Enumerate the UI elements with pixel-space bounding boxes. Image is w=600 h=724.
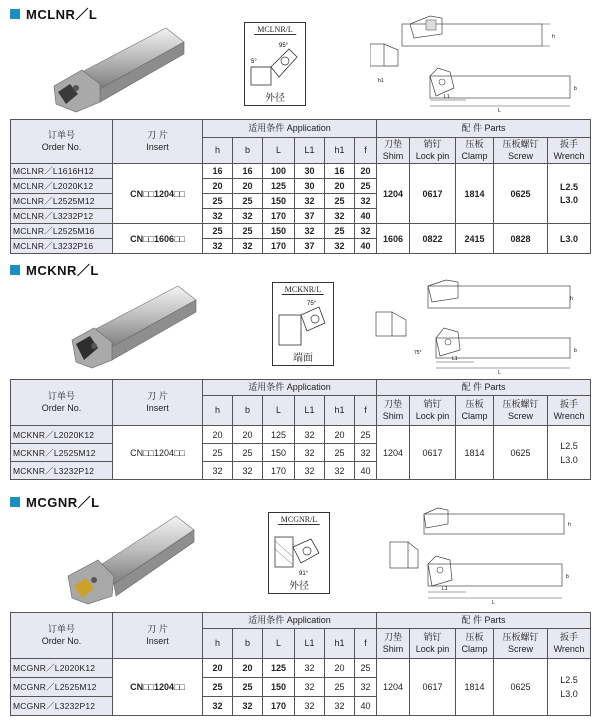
wrench-cell: L2.5 L3.0 [548, 659, 591, 716]
header-parts: 配 件 Parts [377, 613, 591, 629]
shim-cell: 1204 [377, 426, 410, 480]
cell-L: 125 [263, 426, 295, 444]
cell-L: 150 [263, 678, 295, 697]
table-row [11, 659, 591, 678]
cell-h1: 32 [325, 209, 355, 224]
order-code: MCLNR／L2525M16 [11, 224, 113, 239]
header-col-b: b [233, 396, 263, 426]
cell-b: 25 [233, 444, 263, 462]
order-code: MCLNR／L2020K12 [11, 179, 113, 194]
cell-L1: 32 [295, 659, 325, 678]
order-code: MCKNR／L2020K12 [11, 426, 113, 444]
cell-f: 32 [355, 444, 377, 462]
cell-L1: 37 [295, 209, 325, 224]
angle-label: 75° [307, 301, 317, 307]
wrench-cell: L2.5 L3.0 [548, 164, 591, 224]
section-title: MCKNR／L [26, 263, 99, 278]
dim-label: h [552, 34, 555, 40]
cell-h: 32 [203, 462, 233, 480]
shim-cell: 1204 [377, 164, 410, 224]
wrench-cell: L3.0 [548, 224, 591, 254]
cell-b: 25 [233, 194, 263, 209]
screw-cell: 0828 [494, 224, 548, 254]
screw-cell: 0625 [494, 659, 548, 716]
lockpin-cell: 0617 [410, 426, 456, 480]
cell-h1: 25 [325, 224, 355, 239]
header-insert: 刀 片 Insert [113, 380, 203, 426]
cutting-geometry-icon [277, 297, 329, 349]
schematic-mclnr [244, 22, 306, 106]
cell-L: 170 [263, 209, 295, 224]
schematic-caption: 外径 [289, 581, 309, 592]
header-col-L1: L1 [295, 629, 325, 659]
screw-cell: 0625 [494, 164, 548, 224]
header-application: 适用条件 Application [203, 120, 377, 138]
tool-photo-mcknr [62, 274, 208, 374]
cell-f: 25 [355, 659, 377, 678]
spec-table-mclnr [10, 119, 591, 254]
cell-f: 40 [355, 697, 377, 716]
header-col-L1: L1 [295, 138, 325, 164]
cell-f: 25 [355, 426, 377, 444]
cell-b: 32 [233, 697, 263, 716]
angle-label: 5° [251, 59, 257, 65]
header-clamp: 压板 Clamp [456, 138, 494, 164]
section-title: MCGNR／L [26, 495, 100, 510]
section-title: MCLNR／L [26, 7, 98, 22]
cell-h: 25 [203, 194, 233, 209]
header-col-h: h [203, 396, 233, 426]
dim-label: b [566, 574, 569, 580]
header-shim: 刀垫 Shim [377, 138, 410, 164]
header-lockpin: 销钉 Lock pin [410, 396, 456, 426]
header-col-b: b [233, 138, 263, 164]
order-code: MCLNR／L3232P16 [11, 239, 113, 254]
cell-h: 16 [203, 164, 233, 179]
cell-L: 125 [263, 659, 295, 678]
cell-f: 40 [355, 462, 377, 480]
header-lockpin: 销钉 Lock pin [410, 138, 456, 164]
header-col-L: L [263, 629, 295, 659]
tool-photo-mcgnr [56, 506, 206, 606]
header-col-L: L [263, 138, 295, 164]
header-col-h: h [203, 629, 233, 659]
cell-L1: 32 [295, 462, 325, 480]
header-screw: 压板螺钉 Screw [494, 138, 548, 164]
section-marker-icon [10, 497, 20, 507]
header-col-b: b [233, 629, 263, 659]
cell-h1: 25 [325, 194, 355, 209]
cutting-geometry-icon [273, 527, 325, 579]
cell-L: 170 [263, 697, 295, 716]
cell-b: 20 [233, 426, 263, 444]
cell-h: 25 [203, 224, 233, 239]
dim-label: b [574, 348, 577, 354]
cell-h1: 32 [325, 462, 355, 480]
dim-label: L [498, 108, 501, 114]
shim-cell: 1606 [377, 224, 410, 254]
header-col-L1: L1 [295, 396, 325, 426]
schematic-mcgnr [268, 512, 330, 594]
angle-label: 91° [299, 571, 309, 577]
cell-h1: 25 [325, 444, 355, 462]
cell-h: 20 [203, 659, 233, 678]
cutting-geometry-icon [249, 37, 301, 89]
angle-label: 95° [279, 43, 289, 49]
cell-h1: 20 [325, 179, 355, 194]
cell-h1: 32 [325, 239, 355, 254]
schematic-label: MCLNR/L [254, 25, 296, 35]
cell-L: 150 [263, 444, 295, 462]
insert-cell: CN□□1204□□ [113, 659, 203, 716]
dim-label: b [574, 86, 577, 92]
cell-b: 32 [233, 209, 263, 224]
table-row [11, 224, 591, 239]
cell-L1: 32 [295, 426, 325, 444]
schematic-caption: 外径 [265, 93, 285, 104]
cell-L: 170 [263, 462, 295, 480]
header-shim: 刀垫 Shim [377, 396, 410, 426]
cell-L: 170 [263, 239, 295, 254]
section-marker-icon [10, 9, 20, 19]
header-order: 订单号 Order No. [11, 120, 113, 164]
clamp-cell: 1814 [456, 164, 494, 224]
cell-h1: 16 [325, 164, 355, 179]
spec-table-mcgnr [10, 612, 591, 716]
cell-L1: 32 [295, 444, 325, 462]
cell-h: 32 [203, 209, 233, 224]
cell-f: 20 [355, 164, 377, 179]
cell-L1: 30 [295, 179, 325, 194]
header-parts: 配 件 Parts [377, 120, 591, 138]
cell-b: 16 [233, 164, 263, 179]
cell-L1: 32 [295, 224, 325, 239]
wrench-cell: L2.5 L3.0 [548, 426, 591, 480]
header-col-h1: h1 [325, 396, 355, 426]
tool-photo-mclnr [48, 22, 198, 114]
header-wrench: 扳手 Wrench [548, 396, 591, 426]
dim-label: L1 [442, 586, 448, 592]
header-clamp: 压板 Clamp [456, 396, 494, 426]
header-application: 适用条件 Application [203, 613, 377, 629]
cell-f: 40 [355, 209, 377, 224]
spec-table-mcknr [10, 379, 591, 480]
cell-L1: 30 [295, 164, 325, 179]
dim-label: L1 [444, 94, 450, 100]
cell-f: 32 [355, 678, 377, 697]
tool-drawing-mcknr [374, 274, 592, 374]
header-col-h: h [203, 138, 233, 164]
cell-h: 25 [203, 444, 233, 462]
shim-cell: 1204 [377, 659, 410, 716]
header-clamp: 压板 Clamp [456, 629, 494, 659]
tool-drawing-mclnr [370, 10, 592, 114]
angle-label: 75° [414, 350, 422, 356]
schematic-label: MCKNR/L [282, 285, 324, 295]
header-wrench: 扳手 Wrench [548, 629, 591, 659]
cell-h1: 20 [325, 659, 355, 678]
order-code: MCKNR／L2525M12 [11, 444, 113, 462]
header-col-L: L [263, 396, 295, 426]
section-header [10, 4, 97, 23]
cell-f: 25 [355, 179, 377, 194]
schematic-mcknr [272, 282, 334, 366]
order-code: MCLNR／L3232P12 [11, 209, 113, 224]
cell-h: 20 [203, 426, 233, 444]
header-parts: 配 件 Parts [377, 380, 591, 396]
header-insert: 刀 片 Insert [113, 120, 203, 164]
cell-L1: 32 [295, 194, 325, 209]
cell-L: 150 [263, 194, 295, 209]
clamp-cell: 2415 [456, 224, 494, 254]
lockpin-cell: 0617 [410, 164, 456, 224]
clamp-cell: 1814 [456, 659, 494, 716]
screw-cell: 0625 [494, 426, 548, 480]
order-code: MCGNR／L2020K12 [11, 659, 113, 678]
header-screw: 压板螺钉 Screw [494, 396, 548, 426]
cell-h: 25 [203, 678, 233, 697]
table-row [11, 426, 591, 444]
header-application: 适用条件 Application [203, 380, 377, 396]
dim-label: L [498, 370, 501, 374]
section-mclnr [0, 0, 600, 256]
cell-L: 100 [263, 164, 295, 179]
table-row [11, 164, 591, 179]
cell-h1: 25 [325, 678, 355, 697]
cell-h: 32 [203, 697, 233, 716]
cell-b: 25 [233, 678, 263, 697]
cell-L: 125 [263, 179, 295, 194]
header-wrench: 扳手 Wrench [548, 138, 591, 164]
cell-f: 40 [355, 239, 377, 254]
header-col-h1: h1 [325, 138, 355, 164]
header-screw: 压板螺钉 Screw [494, 629, 548, 659]
header-insert: 刀 片 Insert [113, 613, 203, 659]
section-mcgnr [0, 490, 600, 724]
dim-label: h [568, 522, 571, 528]
section-mcknr [0, 256, 600, 484]
cell-L: 150 [263, 224, 295, 239]
cell-h1: 20 [325, 426, 355, 444]
order-code: MCGNR／L3232P12 [11, 697, 113, 716]
cell-f: 32 [355, 194, 377, 209]
order-code: MCLNR／L2525M12 [11, 194, 113, 209]
section-marker-icon [10, 265, 20, 275]
header-col-f: f [355, 396, 377, 426]
dim-label: L [492, 600, 495, 606]
cell-h: 32 [203, 239, 233, 254]
header-lockpin: 销钉 Lock pin [410, 629, 456, 659]
header-col-f: f [355, 629, 377, 659]
clamp-cell: 1814 [456, 426, 494, 480]
schematic-label: MCGNR/L [278, 515, 320, 525]
schematic-caption: 端面 [293, 353, 313, 364]
cell-b: 25 [233, 224, 263, 239]
dim-label: h1 [378, 78, 384, 84]
insert-cell: CN□□1204□□ [113, 426, 203, 480]
header-col-h1: h1 [325, 629, 355, 659]
header-order: 订单号 Order No. [11, 380, 113, 426]
order-code: MCLNR／L1616H12 [11, 164, 113, 179]
cell-L1: 32 [295, 678, 325, 697]
header-shim: 刀垫 Shim [377, 629, 410, 659]
tool-drawing-mcgnr [384, 500, 592, 606]
lockpin-cell: 0822 [410, 224, 456, 254]
insert-cell: CN□□1606□□ [113, 224, 203, 254]
cell-h: 20 [203, 179, 233, 194]
insert-cell: CN□□1204□□ [113, 164, 203, 224]
header-col-f: f [355, 138, 377, 164]
dim-label: h [570, 296, 573, 302]
order-code: MCGNR／L2525M12 [11, 678, 113, 697]
cell-L1: 37 [295, 239, 325, 254]
cell-h1: 32 [325, 697, 355, 716]
lockpin-cell: 0617 [410, 659, 456, 716]
dim-label: L1 [452, 356, 458, 362]
cell-b: 20 [233, 179, 263, 194]
header-order: 订单号 Order No. [11, 613, 113, 659]
cell-b: 20 [233, 659, 263, 678]
cell-b: 32 [233, 462, 263, 480]
order-code: MCKNR／L3232P12 [11, 462, 113, 480]
cell-b: 32 [233, 239, 263, 254]
cell-f: 32 [355, 224, 377, 239]
cell-L1: 32 [295, 697, 325, 716]
